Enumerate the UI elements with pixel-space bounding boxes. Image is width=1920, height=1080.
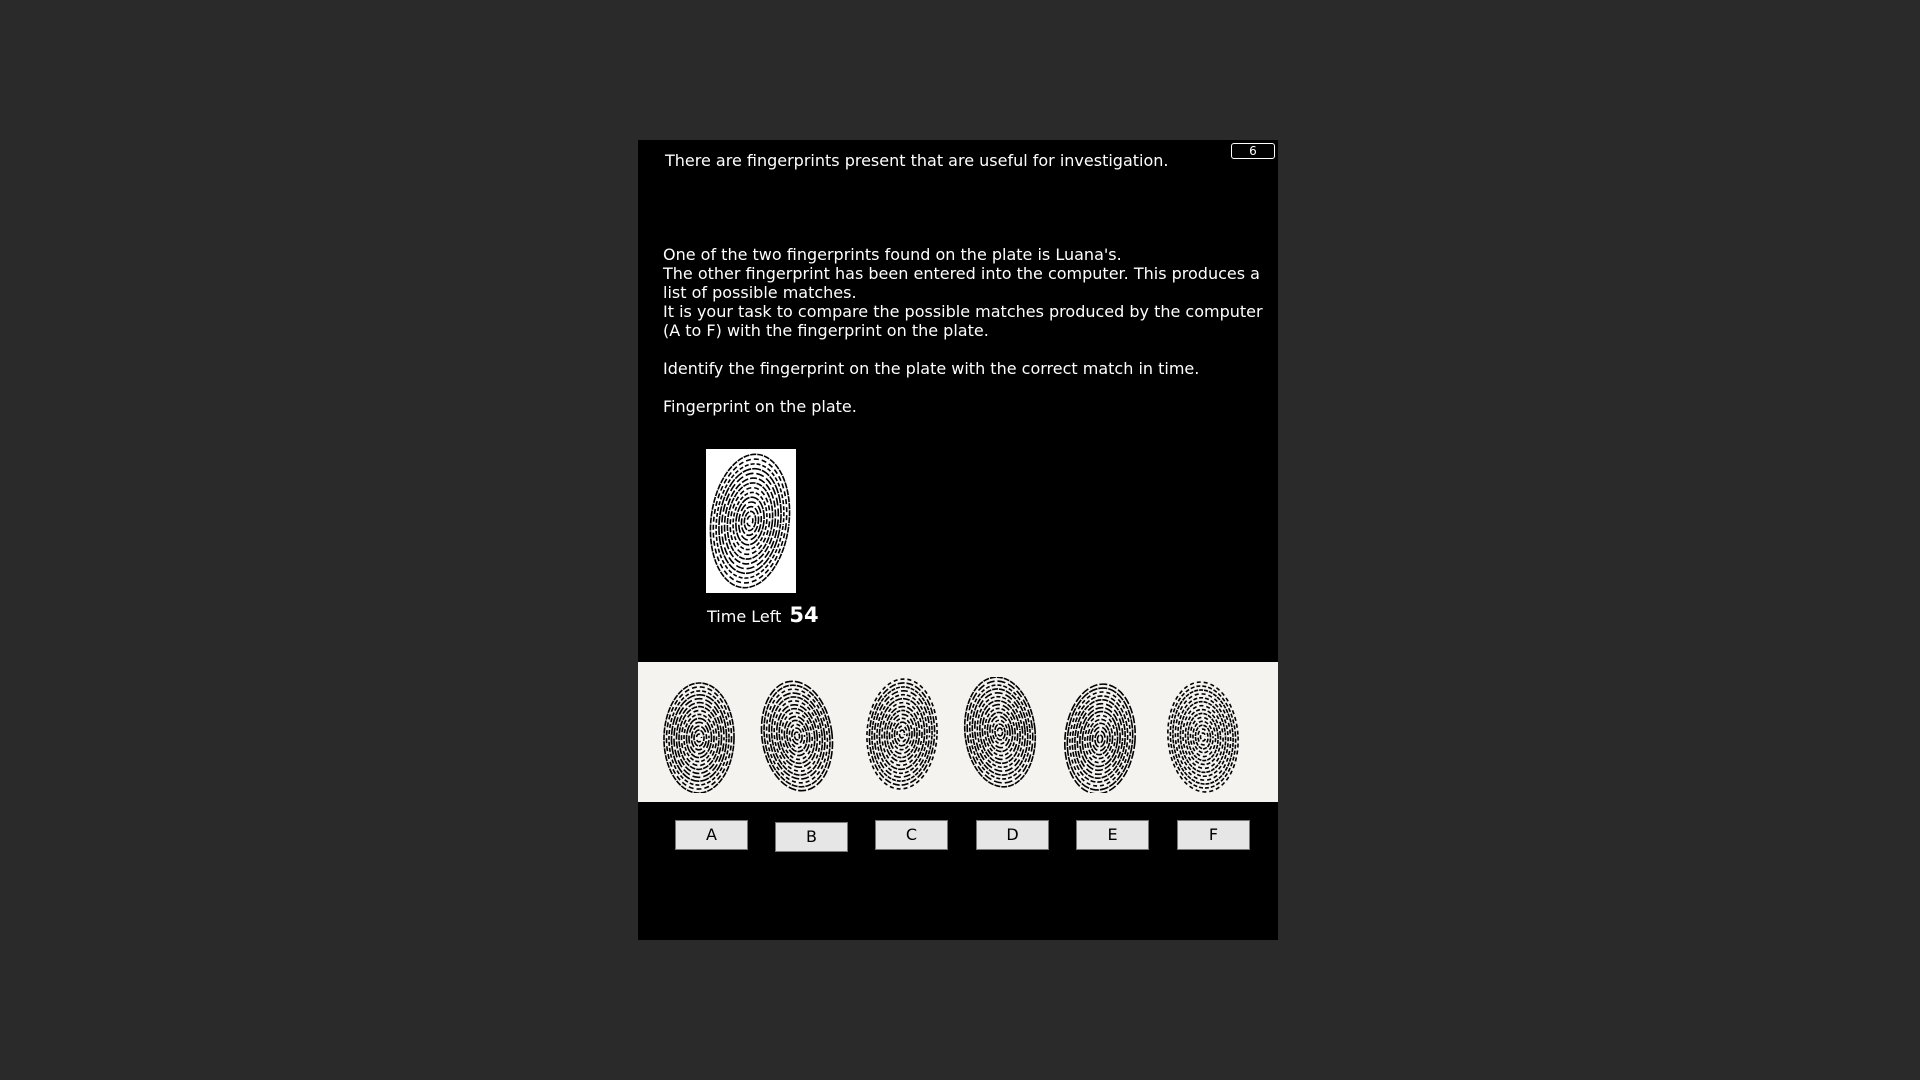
header-text: There are fingerprints present that are useful for investigation. xyxy=(665,151,1169,170)
candidate-fingerprint-e xyxy=(1062,676,1142,794)
candidate-strip xyxy=(638,662,1278,802)
fingerprint-icon xyxy=(660,677,736,793)
timer-value: 54 xyxy=(789,603,819,627)
timer-label: Time Left xyxy=(707,607,782,626)
candidate-fingerprint-b xyxy=(758,676,838,794)
choice-button-b[interactable]: B xyxy=(775,822,848,852)
choice-button-d[interactable]: D xyxy=(976,820,1049,850)
choice-button-c[interactable]: C xyxy=(875,820,948,850)
fingerprint-icon xyxy=(1164,677,1240,793)
candidate-fingerprint-a xyxy=(658,676,738,794)
instruction-line: It is your task to compare the possible matches produced by the computer (A to F) with the fingerprint on the plate. xyxy=(663,302,1263,340)
fingerprint-icon xyxy=(709,451,793,591)
page-number-badge: 6 xyxy=(1231,143,1275,159)
plate-fingerprint xyxy=(706,449,796,593)
fingerprint-icon xyxy=(862,677,938,793)
instruction-line: The other fingerprint has been entered into the computer. This produces a list of possible matches. xyxy=(663,264,1260,302)
choice-button-e[interactable]: E xyxy=(1076,820,1149,850)
candidate-fingerprint-f xyxy=(1162,676,1242,794)
choice-button-f[interactable]: F xyxy=(1177,820,1250,850)
instruction-line: Identify the fingerprint on the plate with the correct match in time. xyxy=(663,359,1200,378)
fingerprint-icon xyxy=(1064,677,1140,793)
task-panel xyxy=(638,140,1278,940)
instruction-line: One of the two fingerprints found on the plate is Luana's. xyxy=(663,245,1122,264)
candidate-fingerprint-d xyxy=(960,676,1040,794)
fingerprint-icon xyxy=(760,677,836,793)
choice-button-a[interactable]: A xyxy=(675,820,748,850)
timer xyxy=(707,603,819,627)
instructions xyxy=(663,245,1263,416)
candidate-fingerprint-c xyxy=(860,676,940,794)
plate-caption: Fingerprint on the plate. xyxy=(663,397,857,416)
fingerprint-icon xyxy=(962,677,1038,793)
